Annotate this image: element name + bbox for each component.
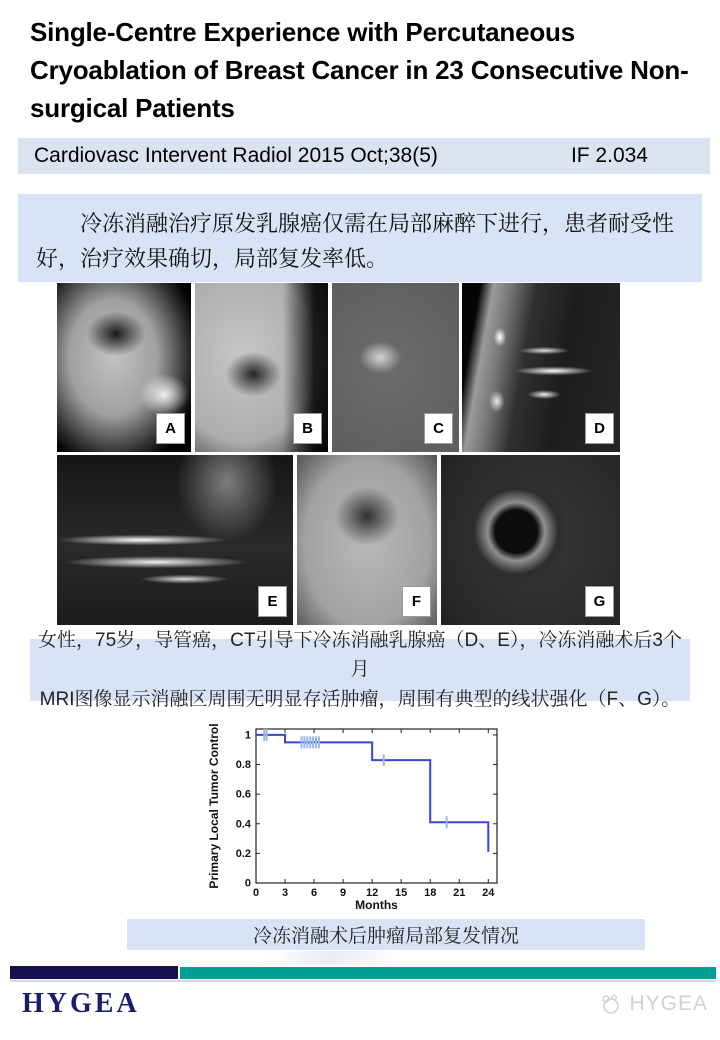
summary-text: 冷冻消融治疗原发乳腺癌仅需在局部麻醉下进行，患者耐受性好，治疗效果确切，局部复发率低。: [36, 211, 675, 272]
svg-text:Primary Local Tumor Control: Primary Local Tumor Control: [207, 723, 221, 889]
page-title: Single-Centre Experience with Percutaneous Cryoablation of Breast Cancer in 23 Consecutive Non-surgical Patients: [30, 17, 689, 123]
watermark-text: HYGEA: [629, 992, 708, 1015]
journal-citation: Cardiovasc Intervent Radiol 2015 Oct;38(5): [34, 144, 438, 167]
svg-text:24: 24: [482, 887, 495, 899]
figure-panel-g: [441, 455, 620, 625]
km-chart-svg: [206, 710, 516, 912]
figure-caption-line2: MRI图像显示消融区周围无明显存活肿瘤，周围有典型的线状强化（F、G）。: [39, 688, 681, 710]
figure-panel-e: [57, 455, 293, 625]
local-tumor-control-chart: [206, 710, 516, 912]
watermark: [599, 992, 708, 1016]
panel-label-d: D: [585, 413, 614, 444]
svg-text:0: 0: [252, 887, 260, 899]
svg-text:21: 21: [453, 887, 466, 899]
footer-bar-navy: [10, 966, 178, 979]
panel-label-a: A: [156, 413, 185, 444]
svg-text:0: 0: [244, 877, 251, 890]
svg-text:0.6: 0.6: [235, 788, 251, 801]
panel-label-b: B: [293, 413, 322, 444]
summary-block: [18, 194, 702, 282]
figure-caption: [30, 629, 690, 710]
impact-factor: IF 2.034: [570, 144, 648, 167]
svg-text:1: 1: [244, 729, 251, 742]
figure-panel-b: [195, 283, 328, 452]
svg-text:12: 12: [366, 887, 379, 899]
hygea-logo: HYGEA: [22, 988, 140, 1019]
figure-panel-d: [462, 283, 620, 452]
panel-label-c: C: [424, 413, 453, 444]
footer-decoration: [262, 951, 434, 964]
figure-panel-f: [297, 455, 437, 625]
svg-text:9: 9: [340, 887, 347, 899]
hygea-watermark-icon: [599, 992, 623, 1016]
journal-reference-bar: [18, 138, 710, 174]
chart-caption-text: 冷冻消融术后肿瘤局部复发情况: [252, 926, 519, 947]
svg-text:18: 18: [424, 887, 437, 899]
svg-text:Months: Months: [355, 898, 398, 912]
svg-text:0.2: 0.2: [235, 847, 251, 860]
footer-divider: [10, 980, 716, 982]
panel-label-f: F: [402, 586, 431, 617]
figure-caption-line1: 女性，75岁，导管癌，CT引导下冷冻消融乳腺癌（D、E），冷冻消融术后3个月: [38, 629, 682, 681]
svg-text:0.8: 0.8: [235, 759, 251, 772]
footer-bar-teal: [180, 967, 716, 979]
svg-text:6: 6: [311, 887, 318, 899]
chart-caption-bar: [127, 919, 645, 950]
figure-panel-a: [57, 283, 191, 452]
svg-text:3: 3: [281, 887, 289, 899]
panel-label-g: G: [585, 586, 614, 617]
figure-panel-c: [332, 283, 459, 452]
svg-text:15: 15: [395, 887, 408, 899]
svg-text:0.4: 0.4: [235, 818, 251, 831]
panel-label-e: E: [258, 586, 287, 617]
